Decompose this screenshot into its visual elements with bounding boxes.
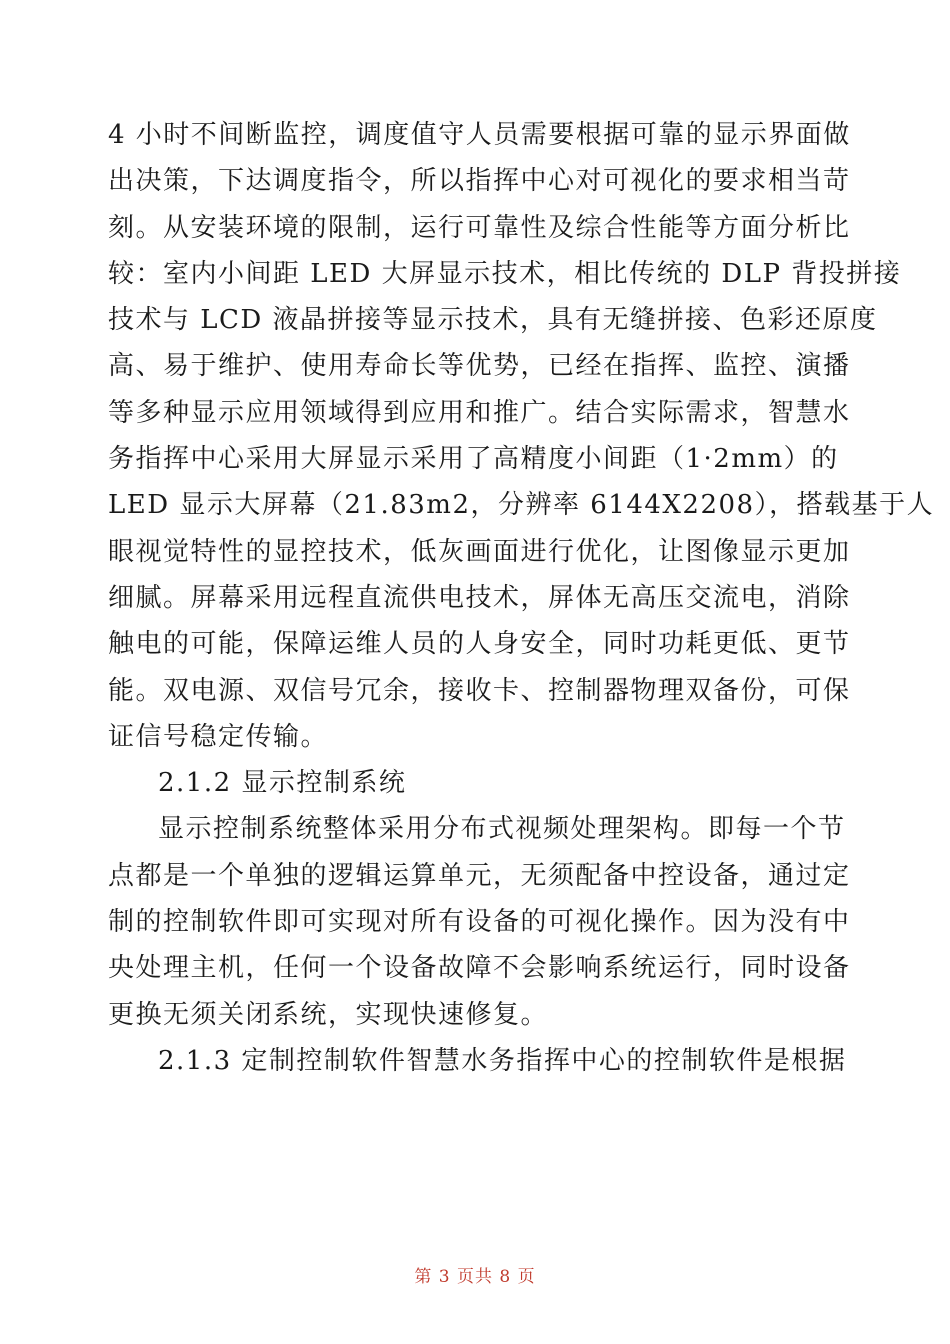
body-text [108, 112, 935, 1084]
text-line: 4 小时不间断监控，调度值守人员需要根据可靠的显示界面做 [108, 120, 851, 150]
text-line: 更换无须关闭系统，实现快速修复。 [108, 999, 549, 1030]
text-line: 点都是一个单独的逻辑运算单元，无须配备中控设备，通过定 [108, 860, 851, 891]
text-line: 能。双电源、双信号冗余，接收卡、控制器物理双备份，可保 [108, 675, 851, 706]
text-line: 技术与 LCD 液晶拼接等显示技术，具有无缝拼接、色彩还原度 [108, 305, 878, 336]
text-line: 制的控制软件即可实现对所有设备的可视化操作。因为没有中 [108, 907, 851, 938]
text-line: 等多种显示应用领域得到应用和推广。结合实际需求，智慧水 [108, 397, 851, 428]
text-line: 央处理主机，任何一个设备故障不会影响系统运行，同时设备 [108, 953, 851, 984]
text-line: 务指挥中心采用大屏显示采用了高精度小间距（1·2mm）的 [108, 444, 839, 475]
text-line: 显示控制系统整体采用分布式视频处理架构。即每一个节 [158, 814, 846, 845]
text-line: 触电的可能，保障运维人员的人身安全，同时功耗更低、更节 [108, 629, 851, 660]
text-line: 高、易于维护、使用寿命长等优势，已经在指挥、监控、演播 [108, 351, 851, 382]
text-line: 较：室内小间距 LED 大屏显示技术，相比传统的 DLP 背投拼接 [108, 258, 902, 289]
text-line: 眼视觉特性的显控技术，低灰画面进行优化，让图像显示更加 [108, 536, 851, 567]
text-line: 2.1.3 定制控制软件智慧水务指挥中心的控制软件是根据 [158, 1045, 847, 1076]
paragraph-display-control [108, 806, 851, 1037]
text-line: 细腻。屏幕采用远程直流供电技术，屏体无高压交流电，消除 [108, 582, 851, 613]
section-heading: 2.1.2 显示控制系统 [158, 768, 407, 799]
page-number-footer: 第 3 页共 8 页 [414, 1267, 536, 1287]
text-line: 出决策，下达调度指令，所以指挥中心对可视化的要求相当苛 [108, 166, 851, 197]
text-line: 刻。从安装环境的限制，运行可靠性及综合性能等方面分析比 [108, 212, 851, 243]
paragraph-led-display [108, 112, 935, 760]
text-line: 证信号稳定传输。 [108, 721, 329, 752]
paragraph-control-software [108, 1038, 848, 1084]
text-line: LED 显示大屏幕（21.83m2，分辨率 6144X2208），搭载基于人 [108, 490, 935, 521]
